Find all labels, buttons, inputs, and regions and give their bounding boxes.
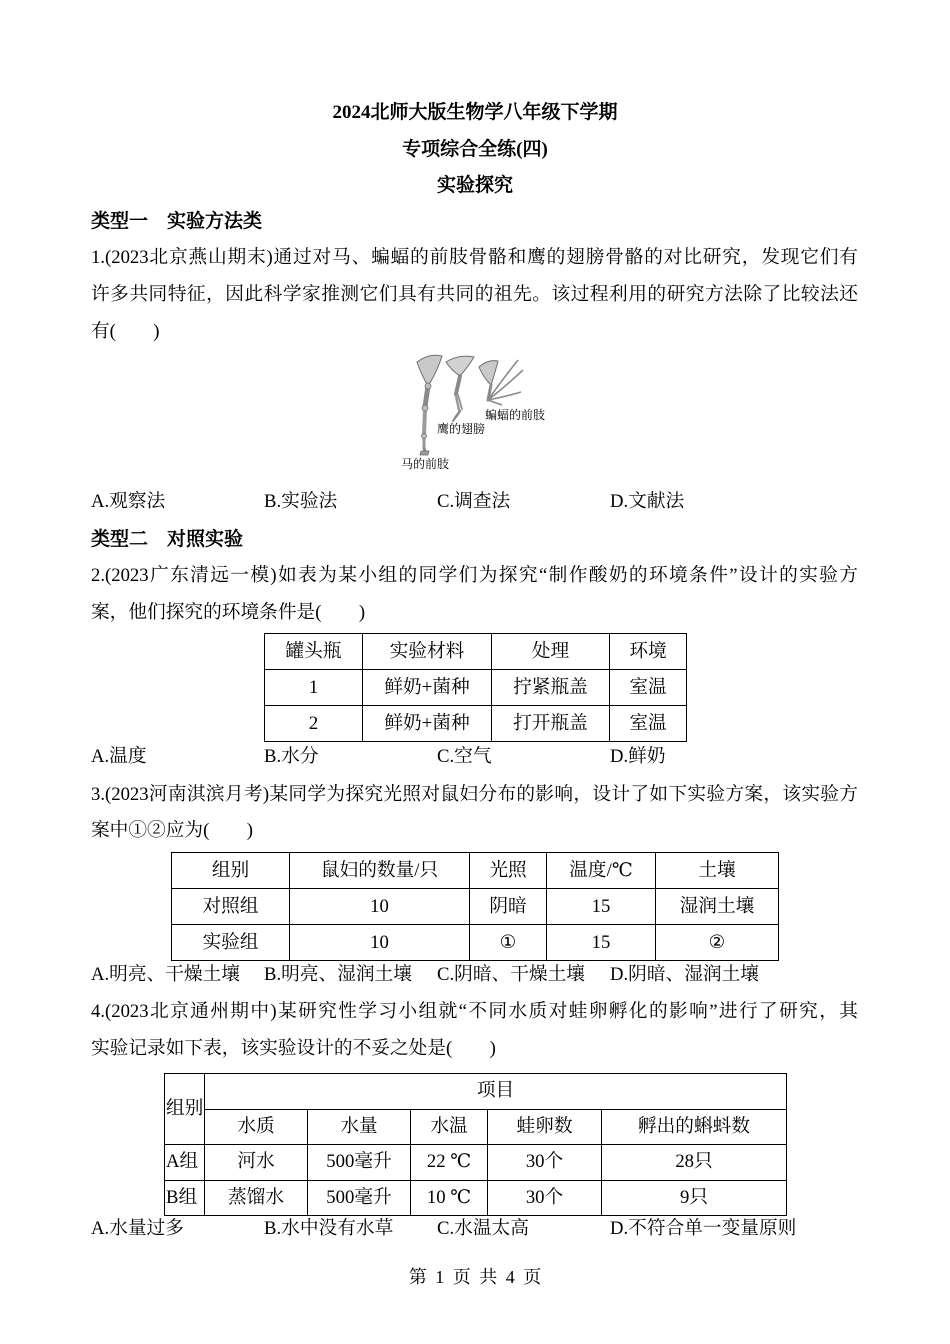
header-cell-environment: 环境 [610,634,687,670]
table-cell: 15 [547,889,656,925]
table-cell: 1 [265,670,363,706]
table-cell: 15 [547,925,656,961]
table-cell: 10 ℃ [411,1180,488,1216]
header-cell-material: 实验材料 [363,634,492,670]
table-cell: 打开瓶盖 [492,706,610,742]
table-cell: 鲜奶+菌种 [363,670,492,706]
table-header-row [265,634,687,670]
table-cell: 室温 [610,670,687,706]
header-cell-temperature: 温度/℃ [547,853,656,889]
table-header-row [172,853,779,889]
header-cell-water-volume: 水量 [308,1109,411,1145]
header-cell-count: 鼠妇的数量/只 [290,853,470,889]
eagle-hand-bone [455,411,460,418]
question-4-option-d: D.不符合单一变量原则 [610,1218,797,1239]
question-2-stem-line-2: 案，他们探究的环境条件是( ) [91,602,366,623]
question-2-stem-line-1: 2.(2023广东清远一模)如表为某小组的同学们为探究“制作酸奶的环境条件”设计的实验方 [91,565,858,586]
table-subheader-row [165,1109,787,1145]
table-header-row [165,1074,787,1110]
table-cell: 28只 [602,1145,787,1181]
table-row [265,706,687,742]
question-1-stem-line-2: 许多共同特征，因此科学家推测它们具有共同的祖先。该过程利用的研究方法除了比较法还 [91,284,858,305]
question-4-option-b: B.水中没有水草 [264,1218,394,1239]
header-cell-egg-count: 蛙卵数 [488,1109,602,1145]
table-row [172,925,779,961]
table-cell: 鲜奶+菌种 [363,706,492,742]
table-cell: 湿润土壤 [656,889,779,925]
table-cell: 对照组 [172,889,290,925]
table-cell-group: A组 [165,1145,205,1181]
question-2-option-d: D.鲜奶 [610,746,666,767]
question-4-stem-line-2: 实验记录如下表，该实验设计的不妥之处是( ) [91,1038,496,1059]
question-4-option-c: C.水温太高 [437,1218,529,1239]
table-cell: 500毫升 [308,1180,411,1216]
question-1-stem-line-3: 有( ) [91,321,160,342]
table-cell: 500毫升 [308,1145,411,1181]
section-heading-2: 类型二 对照实验 [91,529,244,550]
header-cell-water-temperature: 水温 [411,1109,488,1145]
header-cell-tadpole-count: 孵出的蝌蚪数 [602,1109,787,1145]
question-3-stem-line-1: 3.(2023河南淇滨月考)某同学为探究光照对鼠妇分布的影响，设计了如下实验方案，该实验方 [91,784,858,805]
question-3-option-d: D.阴暗、湿润土壤 [610,964,759,985]
horse-forelimb [417,355,442,455]
question-4-option-a: A.水量过多 [91,1218,184,1239]
eagle-wing-label: 鹰的翅膀 [437,422,486,436]
table-row [265,670,687,706]
table-cell: 蒸馏水 [205,1180,308,1216]
eagle-wing [446,356,474,421]
woodlouse-experiment-table [171,852,779,961]
horse-elbow-joint [422,405,428,411]
question-2-option-c: C.空气 [437,746,492,767]
table-cell: 10 [290,925,470,961]
document-subtitle: 专项综合全练(四) [402,139,548,160]
eagle-humerus [456,376,460,394]
header-cell-soil: 土壤 [656,853,779,889]
horse-knee-joint [422,434,427,439]
question-4-stem-line-1: 4.(2023北京通州期中)某研究性学习小组就“不同水质对蛙卵孵化的影响”进行了研究，其 [91,1001,858,1022]
question-2-option-a: A.温度 [91,746,147,767]
header-cell-group: 组别 [172,853,290,889]
table-cell: 2 [265,706,363,742]
horse-shoulder-joint [425,383,431,389]
document-topic: 实验探究 [436,175,513,196]
header-cell-water-quality: 水质 [205,1109,308,1145]
table-cell: 30个 [488,1180,602,1216]
table-cell: 拧紧瓶盖 [492,670,610,706]
document-title: 2024北师大版生物学八年级下学期 [332,102,618,123]
question-3-option-c: C.阴暗、干燥土壤 [437,964,585,985]
bat-scapula [479,361,498,385]
table-cell: 室温 [610,706,687,742]
yogurt-experiment-table [264,633,687,742]
header-cell-treatment: 处理 [492,634,610,670]
table-cell: 河水 [205,1145,308,1181]
horse-hoof [420,451,429,455]
question-3-option-a: A.明亮、干燥土壤 [91,964,240,985]
horse-radius [424,409,425,435]
question-3-stem-line-2: 案中①②应为( ) [91,820,253,841]
table-cell: 10 [290,889,470,925]
section-heading-1: 类型一 实验方法类 [91,211,263,232]
table-cell-group: B组 [165,1180,205,1216]
horse-pastern [424,448,425,451]
question-1-stem-line-1: 1.(2023北京燕山期末)通过对马、蝙蝠的前肢骨骼和鹰的翅膀骨骼的对比研究，发现它们有 [91,247,858,268]
table-cell: 30个 [488,1145,602,1181]
table-cell: 22 ℃ [411,1145,488,1181]
question-1-option-d: D.文献法 [610,491,685,512]
question-3-option-b: B.明亮、湿润土壤 [264,964,412,985]
table-cell-blank-1: ① [470,925,547,961]
horse-forelimb-label: 马的前肢 [401,457,450,471]
header-cell-items: 项目 [205,1074,787,1110]
question-2-option-b: B.水分 [264,746,319,767]
question-1-option-c: C.调查法 [437,491,511,512]
question-1-option-a: A.观察法 [91,491,166,512]
bat-forelimb [479,360,523,405]
table-cell: 阴暗 [470,889,547,925]
eagle-digit [453,418,455,421]
question-1-option-b: B.实验法 [264,491,338,512]
table-row [165,1145,787,1181]
horse-scapula [417,355,442,386]
table-cell: 实验组 [172,925,290,961]
bat-forelimb-label: 蝙蝠的前肢 [485,408,546,422]
header-cell-light: 光照 [470,853,547,889]
table-row [172,889,779,925]
page-indicator: 第 1 页 共 4 页 [408,1267,542,1287]
header-cell-group: 组别 [165,1074,205,1145]
table-cell: 9只 [602,1180,787,1216]
eagle-scapula [446,356,474,376]
table-row [165,1180,787,1216]
header-cell-jar: 罐头瓶 [265,634,363,670]
frog-egg-hatching-table [164,1073,787,1216]
table-cell-blank-2: ② [656,925,779,961]
bat-finger-4 [488,400,502,405]
